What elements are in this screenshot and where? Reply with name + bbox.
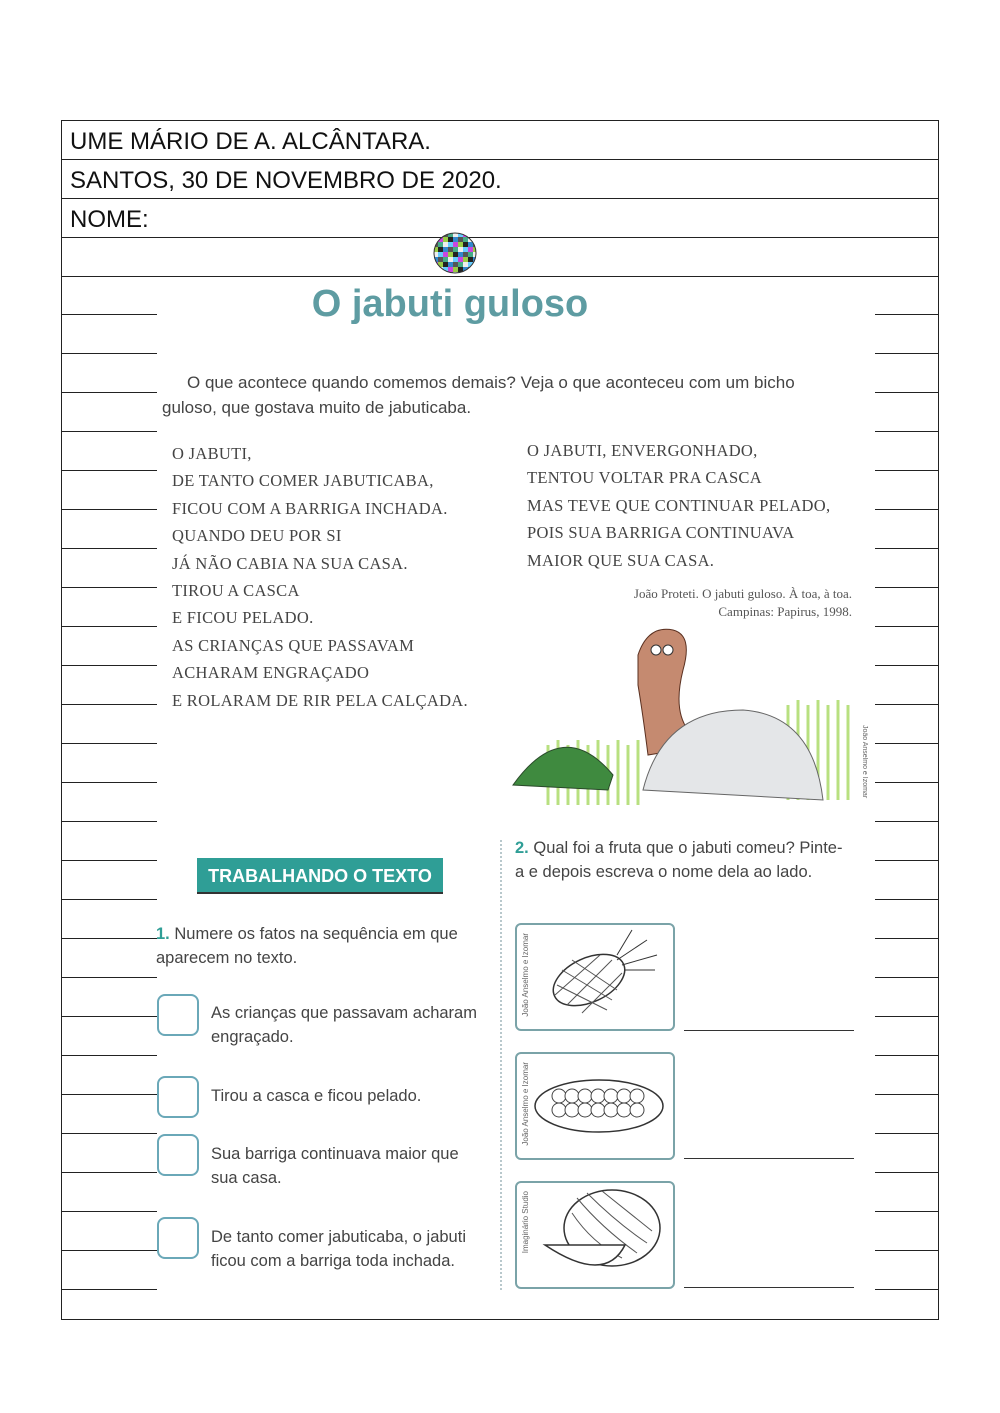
poem-line: MAIOR QUE SUA CASA. xyxy=(527,550,715,570)
ruled-line xyxy=(61,587,157,588)
ruled-line xyxy=(61,1172,157,1173)
ruled-line xyxy=(875,470,939,471)
answer-line-2[interactable] xyxy=(684,1158,854,1159)
jabuticaba-fruit xyxy=(630,1103,644,1117)
ruled-line xyxy=(61,1211,157,1212)
ruled-line xyxy=(875,782,939,783)
ruled-line xyxy=(875,665,939,666)
jabuticaba-fruit xyxy=(578,1103,592,1117)
row-divider xyxy=(61,198,939,199)
ruled-line xyxy=(875,1133,939,1134)
illustration-credit: João Anselmo e Izomar xyxy=(861,725,868,799)
ruled-line xyxy=(61,782,157,783)
ruled-line xyxy=(875,509,939,510)
ruled-line xyxy=(875,704,939,705)
ruled-line xyxy=(61,1055,157,1056)
ruled-line xyxy=(61,392,157,393)
ruled-line xyxy=(61,470,157,471)
ruled-line xyxy=(875,938,939,939)
jabuticaba-fruit xyxy=(630,1089,644,1103)
poem-line: JÁ NÃO CABIA NA SUA CASA. xyxy=(172,553,408,573)
answer-line-3[interactable] xyxy=(684,1287,854,1288)
ruled-line xyxy=(61,977,157,978)
question-2 xyxy=(515,836,845,884)
fruit-card-jabuticaba[interactable] xyxy=(515,1052,675,1160)
ruled-line xyxy=(61,1094,157,1095)
question-number: 2. xyxy=(515,839,529,857)
mosaic-ball-icon xyxy=(433,232,477,274)
watermelon-icon xyxy=(517,1183,673,1287)
number-box-2[interactable] xyxy=(157,1076,199,1118)
question-text: Numere os fatos na sequência em que aparecem no texto. xyxy=(156,925,458,967)
ruled-line xyxy=(61,353,157,354)
jabuticaba-fruit xyxy=(617,1103,631,1117)
question-text: Qual foi a fruta que o jabuti comeu? Pinte-a e depois escreva o nome dela ao lado. xyxy=(515,839,843,881)
poem-left xyxy=(172,440,468,714)
ruled-line xyxy=(875,1250,939,1251)
poem-line: E ROLARAM DE RIR PELA CALÇADA. xyxy=(172,690,468,710)
ruled-line xyxy=(875,587,939,588)
column-separator xyxy=(500,840,502,1290)
poem-line: MAS TEVE QUE CONTINUAR PELADO, xyxy=(527,495,831,515)
ruled-line xyxy=(875,1172,939,1173)
ruled-line xyxy=(61,665,157,666)
fact-item: De tanto comer jabuticaba, o jabuti ficou com a barriga toda inchada. xyxy=(211,1228,466,1270)
ruled-line xyxy=(875,1289,939,1290)
ruled-line xyxy=(875,1211,939,1212)
jabuticaba-fruit xyxy=(565,1089,579,1103)
poem-line: ACHARAM ENGRAÇADO xyxy=(172,663,370,683)
poem-line: POIS SUA BARRIGA CONTINUAVA xyxy=(527,523,795,543)
poem-line: FICOU COM A BARRIGA INCHADA. xyxy=(172,498,448,518)
ruled-line xyxy=(875,821,939,822)
fact-item: Sua barriga continuava maior que sua casa. xyxy=(211,1145,459,1187)
ruled-line xyxy=(61,899,157,900)
section-heading: TRABALHANDO O TEXTO xyxy=(197,858,443,894)
citation-line1: João Proteti. O jabuti guloso. À toa, à toa. xyxy=(633,586,852,601)
ruled-line xyxy=(875,1016,939,1017)
ruled-line xyxy=(61,1289,157,1290)
ruled-line xyxy=(61,821,157,822)
jabuticaba-fruit xyxy=(617,1089,631,1103)
ruled-line xyxy=(875,431,939,432)
ruled-line xyxy=(61,548,157,549)
jabuticaba-fruit xyxy=(591,1089,605,1103)
ruled-line xyxy=(875,1055,939,1056)
ruled-line xyxy=(875,977,939,978)
ruled-line xyxy=(875,353,939,354)
question-1 xyxy=(156,922,476,970)
ruled-line xyxy=(61,704,157,705)
number-box-3[interactable] xyxy=(157,1134,199,1176)
image-credit: João Anselmo e Izomar xyxy=(521,933,530,1017)
page-title: O jabuti guloso xyxy=(311,283,589,325)
poem-line: TENTOU VOLTAR PRA CASCA xyxy=(527,468,762,488)
jabuticaba-fruit xyxy=(578,1089,592,1103)
citation-line2: Campinas: Papirus, 1998. xyxy=(718,604,852,619)
jabuticaba-fruit xyxy=(565,1103,579,1117)
ruled-line xyxy=(875,548,939,549)
fruit-card-pineapple[interactable] xyxy=(515,923,675,1031)
fact-item: Tirou a casca e ficou pelado. xyxy=(211,1087,422,1105)
image-credit: Imaginário Studio xyxy=(521,1191,530,1254)
ruled-line xyxy=(875,392,939,393)
jabuticaba-fruit xyxy=(552,1103,566,1117)
row-divider xyxy=(61,159,939,160)
number-box-4[interactable] xyxy=(157,1217,199,1259)
jabuticaba-fruit xyxy=(604,1089,618,1103)
pineapple-icon xyxy=(517,925,673,1029)
image-credit: João Anselmo e Izomar xyxy=(521,1062,530,1146)
ruled-line xyxy=(61,743,157,744)
ruled-line xyxy=(61,509,157,510)
poem-line: AS CRIANÇAS QUE PASSAVAM xyxy=(172,635,415,655)
ruled-line xyxy=(875,860,939,861)
ruled-line xyxy=(61,1016,157,1017)
ruled-line xyxy=(875,743,939,744)
ruled-line xyxy=(61,626,157,627)
ruled-line xyxy=(61,1133,157,1134)
ruled-line xyxy=(61,860,157,861)
date-line: SANTOS, 30 DE NOVEMBRO DE 2020. xyxy=(70,167,502,194)
poem-line: O JABUTI, xyxy=(172,444,252,463)
name-label[interactable]: NOME: xyxy=(70,206,149,233)
turtle-illustration xyxy=(508,605,868,805)
ruled-line xyxy=(875,899,939,900)
answer-line-1[interactable] xyxy=(684,1030,854,1031)
poem-line: TIROU A CASCA xyxy=(172,581,300,601)
school-name: UME MÁRIO DE A. ALCÂNTARA. xyxy=(70,128,431,155)
jabuticaba-fruit xyxy=(604,1103,618,1117)
poem-line: E FICOU PELADO. xyxy=(172,608,314,628)
intro-text: O que acontece quando comemos demais? Veja o que aconteceu com um bicho guloso, que gostava muito de jabuticaba. xyxy=(162,373,795,417)
jabuticaba-bowl-icon xyxy=(517,1054,673,1158)
fact-item: As crianças que passavam acharam engraçado. xyxy=(211,1004,477,1046)
ruled-line xyxy=(875,1094,939,1095)
jabuticaba-fruit xyxy=(591,1103,605,1117)
fruit-card-watermelon[interactable] xyxy=(515,1181,675,1289)
poem-line: QUANDO DEU POR SI xyxy=(172,526,342,546)
ruled-line xyxy=(61,431,157,432)
jabuticaba-fruit xyxy=(552,1089,566,1103)
row-divider xyxy=(61,276,939,277)
row-divider xyxy=(61,237,939,238)
poem-right xyxy=(527,437,830,574)
poem-line: O JABUTI, ENVERGONHADO, xyxy=(527,441,758,460)
poem-line: DE TANTO COMER JABUTICABA, xyxy=(172,471,434,491)
number-box-1[interactable] xyxy=(157,994,199,1036)
ruled-line xyxy=(875,626,939,627)
ruled-line xyxy=(61,1250,157,1251)
question-number: 1. xyxy=(156,925,170,943)
ruled-line xyxy=(61,938,157,939)
